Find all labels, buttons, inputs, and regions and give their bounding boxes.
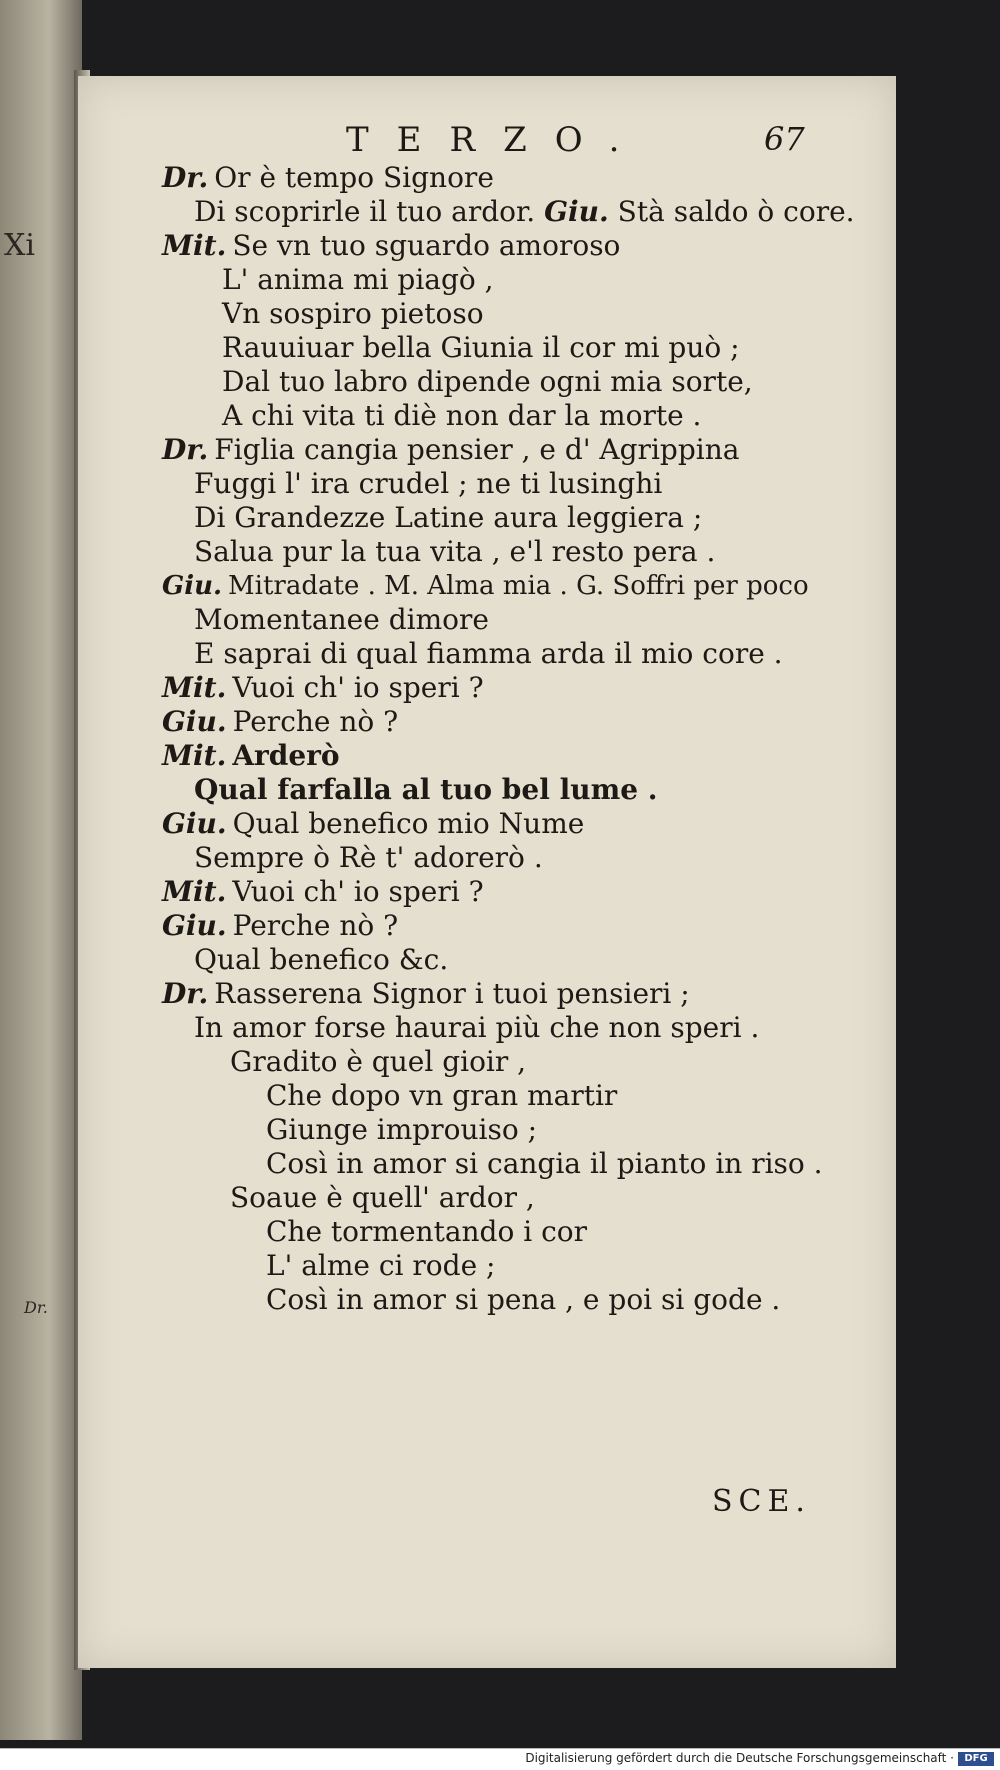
verse-line	[222, 332, 740, 364]
line-text: Perche nò ?	[232, 705, 399, 738]
line-text: Salua pur la tua vita , e'l resto pera .	[194, 535, 716, 568]
speaker-label: Mit.	[162, 671, 227, 704]
running-title: TERZO.	[346, 120, 648, 160]
verse-line	[162, 162, 494, 194]
verse-line	[162, 672, 484, 704]
verse-line	[162, 740, 340, 772]
speaker-label: Mit.	[162, 739, 227, 772]
line-text: L' alme ci rode ;	[266, 1249, 496, 1282]
verse-line	[222, 298, 484, 330]
verse-line	[230, 1182, 535, 1214]
digitization-footer	[0, 1748, 1000, 1770]
verse-line	[162, 570, 809, 602]
verse-line	[162, 808, 584, 840]
line-text: Così in amor si pena , e poi si gode .	[266, 1283, 781, 1316]
line-text: Mitradate . M. Alma mia . G. Soffri per poco	[228, 571, 809, 601]
line-text: Che dopo vn gran martir	[266, 1079, 618, 1112]
speaker-label: Giu.	[162, 807, 227, 840]
verse-line	[266, 1250, 495, 1282]
page-text	[78, 76, 896, 1668]
line-text: Vuoi ch' io speri ?	[232, 875, 484, 908]
speaker-label: Giu.	[162, 571, 223, 601]
line-text: A chi vita ti diè non dar la morte .	[222, 399, 702, 432]
line-text: Vuoi ch' io speri ?	[232, 671, 484, 704]
line-text: Figlia cangia pensier , e d' Agrippina	[214, 433, 740, 466]
verse-line	[266, 1148, 823, 1180]
facing-page-fragment: Dr.	[24, 1298, 48, 1317]
line-text: Così in amor si cangia il pianto in riso .	[266, 1147, 823, 1180]
verse-line	[194, 944, 448, 976]
book-page	[78, 76, 896, 1668]
line-text: Qual benefico mio Nume	[232, 807, 585, 840]
speaker-label: Giu.	[162, 909, 227, 942]
funding-credit: Digitalisierung gefördert durch die Deutsche Forschungsgemeinschaft ·	[525, 1751, 954, 1765]
verse-line	[194, 536, 715, 568]
line-text: Perche nò ?	[232, 909, 399, 942]
line-text: Momentanee dimore	[194, 603, 489, 636]
speaker-label: Giu.	[544, 195, 609, 228]
verse-line	[266, 1216, 587, 1248]
speaker-label: Dr.	[162, 977, 209, 1010]
verse-line	[162, 876, 484, 908]
line-text: Giunge improuiso ;	[266, 1113, 538, 1146]
speaker-label: Giu.	[162, 705, 227, 738]
line-text: Di scoprirle il tuo ardor.	[194, 195, 545, 228]
page-number: 67	[764, 120, 805, 158]
verse-line	[194, 774, 658, 806]
verse-line	[194, 842, 543, 874]
line-text: Arderò	[232, 739, 340, 772]
verse-line	[162, 434, 739, 466]
verse-line	[162, 978, 690, 1010]
verse-line	[162, 706, 398, 738]
line-text: Gradito è quel gioir ,	[230, 1045, 527, 1078]
verse-line	[222, 264, 494, 296]
line-text: Stà saldo ò core.	[608, 195, 855, 228]
verse-line	[194, 468, 662, 500]
speaker-label: Mit.	[162, 875, 227, 908]
line-text: Che tormentando i cor	[266, 1215, 588, 1248]
line-text: Sempre ò Rè t' adorerò .	[194, 841, 543, 874]
line-text: Vn sospiro pietoso	[222, 297, 484, 330]
verse-line	[266, 1284, 780, 1316]
line-text: L' anima mi piagò ,	[222, 263, 494, 296]
speaker-label: Dr.	[162, 161, 209, 194]
verse-line	[194, 196, 855, 228]
line-text: Di Grandezze Latine aura leggiera ;	[194, 501, 703, 534]
line-text: Se vn tuo sguardo amoroso	[232, 229, 621, 262]
facing-page-edge	[0, 0, 82, 1740]
verse-line	[194, 604, 489, 636]
line-text: Dal tuo labro dipende ogni mia sorte,	[222, 365, 753, 398]
line-text: Qual benefico &c.	[194, 943, 449, 976]
speaker-label: Dr.	[162, 433, 209, 466]
verse-line	[222, 400, 701, 432]
dfg-logo: DFG	[958, 1752, 994, 1766]
line-text: Rauuiuar bella Giunia il cor mi può ;	[222, 331, 740, 364]
line-text: Rasserena Signor i tuoi pensieri ;	[214, 977, 690, 1010]
line-text: Soaue è quell' ardor ,	[230, 1181, 535, 1214]
line-text: Qual farfalla al tuo bel lume .	[194, 773, 658, 806]
verse-line	[194, 1012, 759, 1044]
line-text: Or è tempo Signore	[214, 161, 494, 194]
line-text: E saprai di qual fiamma arda il mio core .	[194, 637, 783, 670]
verse-line	[162, 230, 620, 262]
catchword: SCE.	[712, 1484, 811, 1519]
verse-line	[162, 910, 398, 942]
verse-line	[222, 366, 753, 398]
verse-line	[194, 502, 702, 534]
verse-line	[266, 1080, 617, 1112]
line-text: In amor forse haurai più che non speri .	[194, 1011, 760, 1044]
verse-line	[230, 1046, 526, 1078]
speaker-label: Mit.	[162, 229, 227, 262]
verse-line	[194, 638, 783, 670]
verse-line	[266, 1114, 537, 1146]
facing-page-fragment: Xi	[4, 228, 35, 263]
line-text: Fuggi l' ira crudel ; ne ti lusinghi	[194, 467, 663, 500]
